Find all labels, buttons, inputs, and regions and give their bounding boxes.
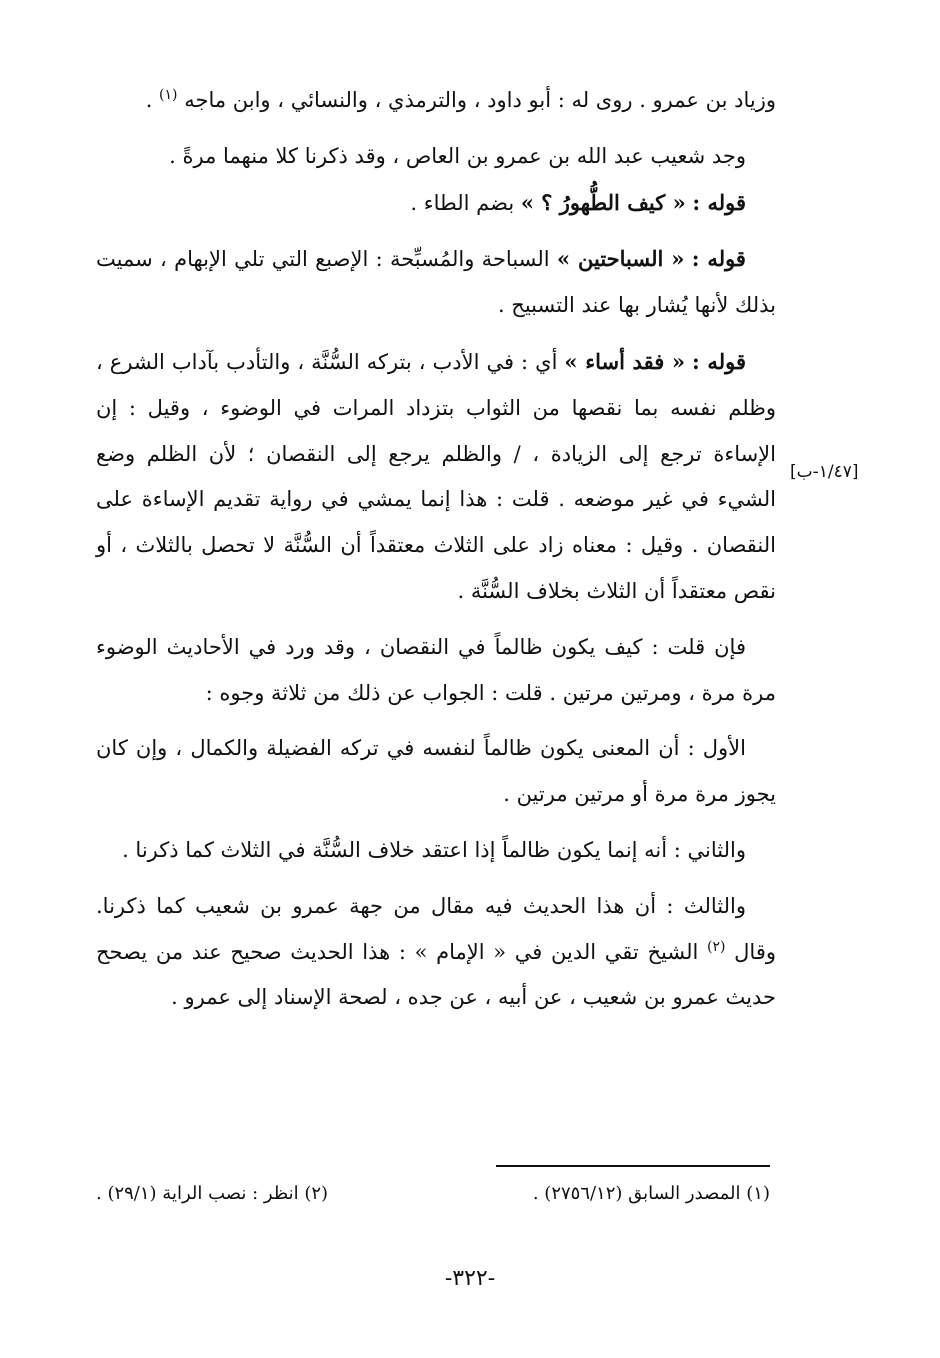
paragraph-8: والثاني : أنه إنما يكون ظالماً إذا اعتقد خلاف السُّنَّة في الثلاث كما ذكرنا . (122, 837, 746, 862)
paragraph-7: الأول : أن المعنى يكون ظالماً لنفسه في تركه الفضيلة والكمال ، وإن كان يجوز مرة مرة أو مرتين مرتين . (96, 736, 776, 807)
paragraph-4 (96, 236, 776, 329)
quoted-term: « فقد أساء » (564, 348, 686, 374)
label-qawluh: قوله : (692, 189, 746, 215)
quoted-term: « كيف الطُّهورُ ؟ » (520, 189, 686, 215)
page-number: -٣٢٢- (444, 1266, 496, 1291)
paragraph-3 (96, 180, 776, 227)
paragraph-5-text: أي : في الأدب ، بتركه السُّنَّة ، والتأدب بآداب الشرع ، وظلم نفسه بما نقصها من الثواب بتزداد المرات في الوضوء ، وقيل : إن الإساءة ترجع إلى الزيادة ، / والظلم يرجع إلى النقصان ؛ لأن الظلم وضع الشيء في غير موضعه . قلت : هذا إنما يمشي في رواية تقديم الإساءة على النقصان . وقيل : معناه زاد على الثلاث معتقداً أن السُّنَّة لا تحصل بالثلاث ، أو نقص معتقداً أن الثلاث بخلاف السُّنَّة . (96, 349, 776, 603)
paragraph-6: فإن قلت : كيف يكون ظالماً في النقصان ، وقد ورد في الأحاديث الوضوء مرة مرة ، ومرتين مرتين . قلت : الجواب عن ذلك من ثلاثة وجوه : (96, 634, 776, 705)
footnote-ref-1[interactable]: (١) (159, 87, 178, 103)
paragraph-9-text-b: الشيخ تقي الدين في « الإمام » : هذا الحديث صحيح عند من يصحح حديث عمرو بن شعيب ، عن أبيه ، عن جده ، لصحة الإسناد إلى عمرو . (96, 939, 776, 1010)
paragraph-9-text-a: والثالث : أن هذا الحديث فيه مقال من جهة عمرو بن شعيب كما ذكرنا. وقال (96, 893, 776, 964)
paragraph-1 (96, 78, 776, 124)
paragraph-3-text: بضم الطاء . (410, 190, 515, 215)
footnotes (96, 1178, 770, 1210)
footnote-2: (٢) انظر : نصب الراية (٢٩/١) . (96, 1183, 329, 1204)
main-text (96, 78, 776, 1031)
paragraph-1-text: وزياد بن عمرو . روى له : أبو داود ، والترمذي ، والنسائي ، وابن ماجه (184, 88, 776, 112)
quoted-term: « السباحتين » (556, 246, 685, 272)
footnote-1: (١) المصدر السابق (٢٧٥٦/١٢) . (532, 1183, 770, 1204)
margin-note: [١/٤٧-ب] (790, 462, 859, 482)
paragraph-9 (96, 884, 776, 1021)
paragraph-4-text: السباحة والمُسبِّحة : الإصبع التي تلي الإبهام ، سميت بذلك لأنها يُشار بها عند التسبيح . (96, 247, 776, 318)
label-qawluh: قوله : (691, 246, 746, 272)
footnote-divider (496, 1165, 770, 1167)
footnote-ref-2[interactable]: (٢) (707, 938, 726, 955)
paragraph-2: وجد شعيب عبد الله بن عمرو بن العاص ، وقد ذكرنا كلا منهما مرةً . (169, 143, 746, 168)
paragraph-5 (96, 339, 776, 615)
label-qawluh: قوله : (692, 348, 746, 374)
paragraph-1-end: . (145, 88, 160, 112)
